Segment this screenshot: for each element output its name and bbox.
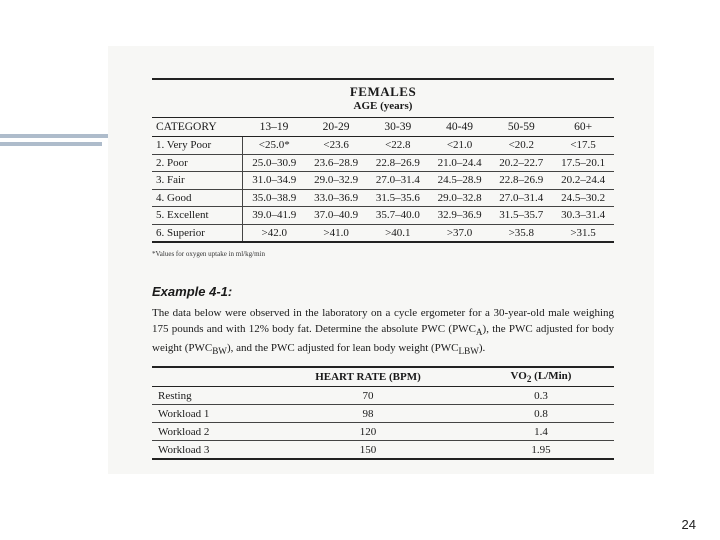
- table-cell: >41.0: [323, 226, 349, 239]
- table-header-row: [152, 367, 614, 387]
- table-cell: 24.5–28.9: [429, 172, 491, 190]
- table-row: [152, 172, 614, 190]
- column-header: 30-39: [367, 118, 429, 137]
- table-row: [152, 441, 614, 460]
- table-cell: 4. Good: [152, 189, 243, 207]
- workload-table: [152, 366, 614, 460]
- table-cell: >31.5: [570, 226, 596, 239]
- table-cell: 1. Very Poor: [152, 137, 243, 155]
- table-cell: >35.8: [508, 226, 535, 239]
- table-cell: 1.4: [468, 423, 614, 441]
- table-row: [152, 423, 614, 441]
- table-cell: 17.5–20.1: [552, 154, 614, 172]
- example-problem-text: The data below were observed in the laboratory on a cycle ergometer for a 30-year-old male weighing 175 pounds and with 12% body fat. Determine the absolute PWC $(PWC_A)$, the PWC adjusted for body weight $(PWC_{BW})$, and the PWC adjusted for lean body weight $(PWC_{LBW})$.: [152, 307, 614, 357]
- table-cell: 24.5–30.2: [552, 189, 614, 207]
- table-row: [152, 405, 614, 423]
- table-cell: 1.95: [531, 443, 551, 456]
- table-cell: >40.1: [385, 226, 411, 239]
- column-header: 60+: [552, 118, 614, 137]
- table-cell: 31.5–35.7: [490, 207, 552, 225]
- table-cell: <23.6: [305, 137, 367, 155]
- table-cell: 21.0–24.4: [429, 154, 491, 172]
- table-cell: 22.8–26.9: [490, 172, 552, 190]
- table-row: [152, 154, 614, 172]
- column-header: 20-29: [305, 118, 367, 137]
- column-header: 40-49: [429, 118, 491, 137]
- table-cell: 35.7–40.0: [367, 207, 429, 225]
- table-header-row: [152, 118, 614, 137]
- table-row: [152, 224, 614, 242]
- table-cell: Workload 3: [158, 443, 210, 456]
- table-row: [152, 207, 614, 225]
- table-cell: <21.0: [429, 137, 491, 155]
- table-cell: Workload 1: [152, 405, 268, 423]
- table-cell: 37.0–40.9: [305, 207, 367, 225]
- table-cell: 29.0–32.8: [429, 189, 491, 207]
- table-row: [152, 387, 614, 405]
- table-cell: <17.5: [552, 137, 614, 155]
- table-footnote: *Values for oxygen uptake in ml/kg/min: [152, 250, 265, 258]
- table-cell: 0.8: [468, 405, 614, 423]
- table-cell: 20.2–22.7: [490, 154, 552, 172]
- table-cell: 23.6–28.9: [305, 154, 367, 172]
- table-cell: 120: [268, 423, 468, 441]
- table-cell: 22.8–26.9: [367, 154, 429, 172]
- table-subtitle: AGE (years): [152, 100, 614, 118]
- table-cell: 30.3–31.4: [552, 207, 614, 225]
- table-title: FEMALES: [349, 84, 417, 99]
- table-cell: 27.0–31.4: [367, 172, 429, 190]
- table-cell: 2. Poor: [152, 154, 243, 172]
- females-vo2-table: [152, 78, 614, 243]
- table-cell: 27.0–31.4: [490, 189, 552, 207]
- table-cell: <25.0*: [243, 137, 305, 155]
- table-cell: 3. Fair: [152, 172, 243, 190]
- table-cell: 0.3: [468, 387, 614, 405]
- table-cell: 70: [268, 387, 468, 405]
- column-header: HEART RATE (BPM): [268, 367, 468, 387]
- table-cell: 33.0–36.9: [305, 189, 367, 207]
- table-cell: 31.5–35.6: [367, 189, 429, 207]
- table-cell: Resting: [152, 387, 268, 405]
- column-header: 50-59: [490, 118, 552, 137]
- table-cell: Workload 2: [152, 423, 268, 441]
- slide-number: 24: [681, 517, 696, 532]
- table-cell: 35.0–38.9: [243, 189, 305, 207]
- table-cell: >37.0: [446, 226, 473, 239]
- column-header: [152, 367, 268, 387]
- column-header: $VO_2$ (L/Min): [468, 367, 614, 387]
- scanned-page-image: [108, 46, 654, 474]
- table-cell: 31.0–34.9: [243, 172, 305, 190]
- table-cell: 20.2–24.4: [552, 172, 614, 190]
- table-cell: 150: [359, 443, 377, 456]
- table-cell: 5. Excellent: [152, 207, 243, 225]
- table-row: [152, 137, 614, 155]
- table-cell: 25.0–30.9: [243, 154, 305, 172]
- table-cell: >42.0: [243, 224, 305, 242]
- slide-decoration-bar: [0, 142, 102, 146]
- table-cell: <20.2: [490, 137, 552, 155]
- table-cell: 29.0–32.9: [305, 172, 367, 190]
- column-header: CATEGORY: [152, 118, 243, 137]
- table-cell: 39.0–41.9: [243, 207, 305, 225]
- example-title: Example 4-1:: [152, 284, 233, 299]
- table-cell: <22.8: [367, 137, 429, 155]
- table-cell: 6. Superior: [156, 226, 205, 239]
- table-cell: 98: [268, 405, 468, 423]
- table-cell: 32.9–36.9: [429, 207, 491, 225]
- table-row: [152, 189, 614, 207]
- column-header: 13–19: [243, 118, 305, 137]
